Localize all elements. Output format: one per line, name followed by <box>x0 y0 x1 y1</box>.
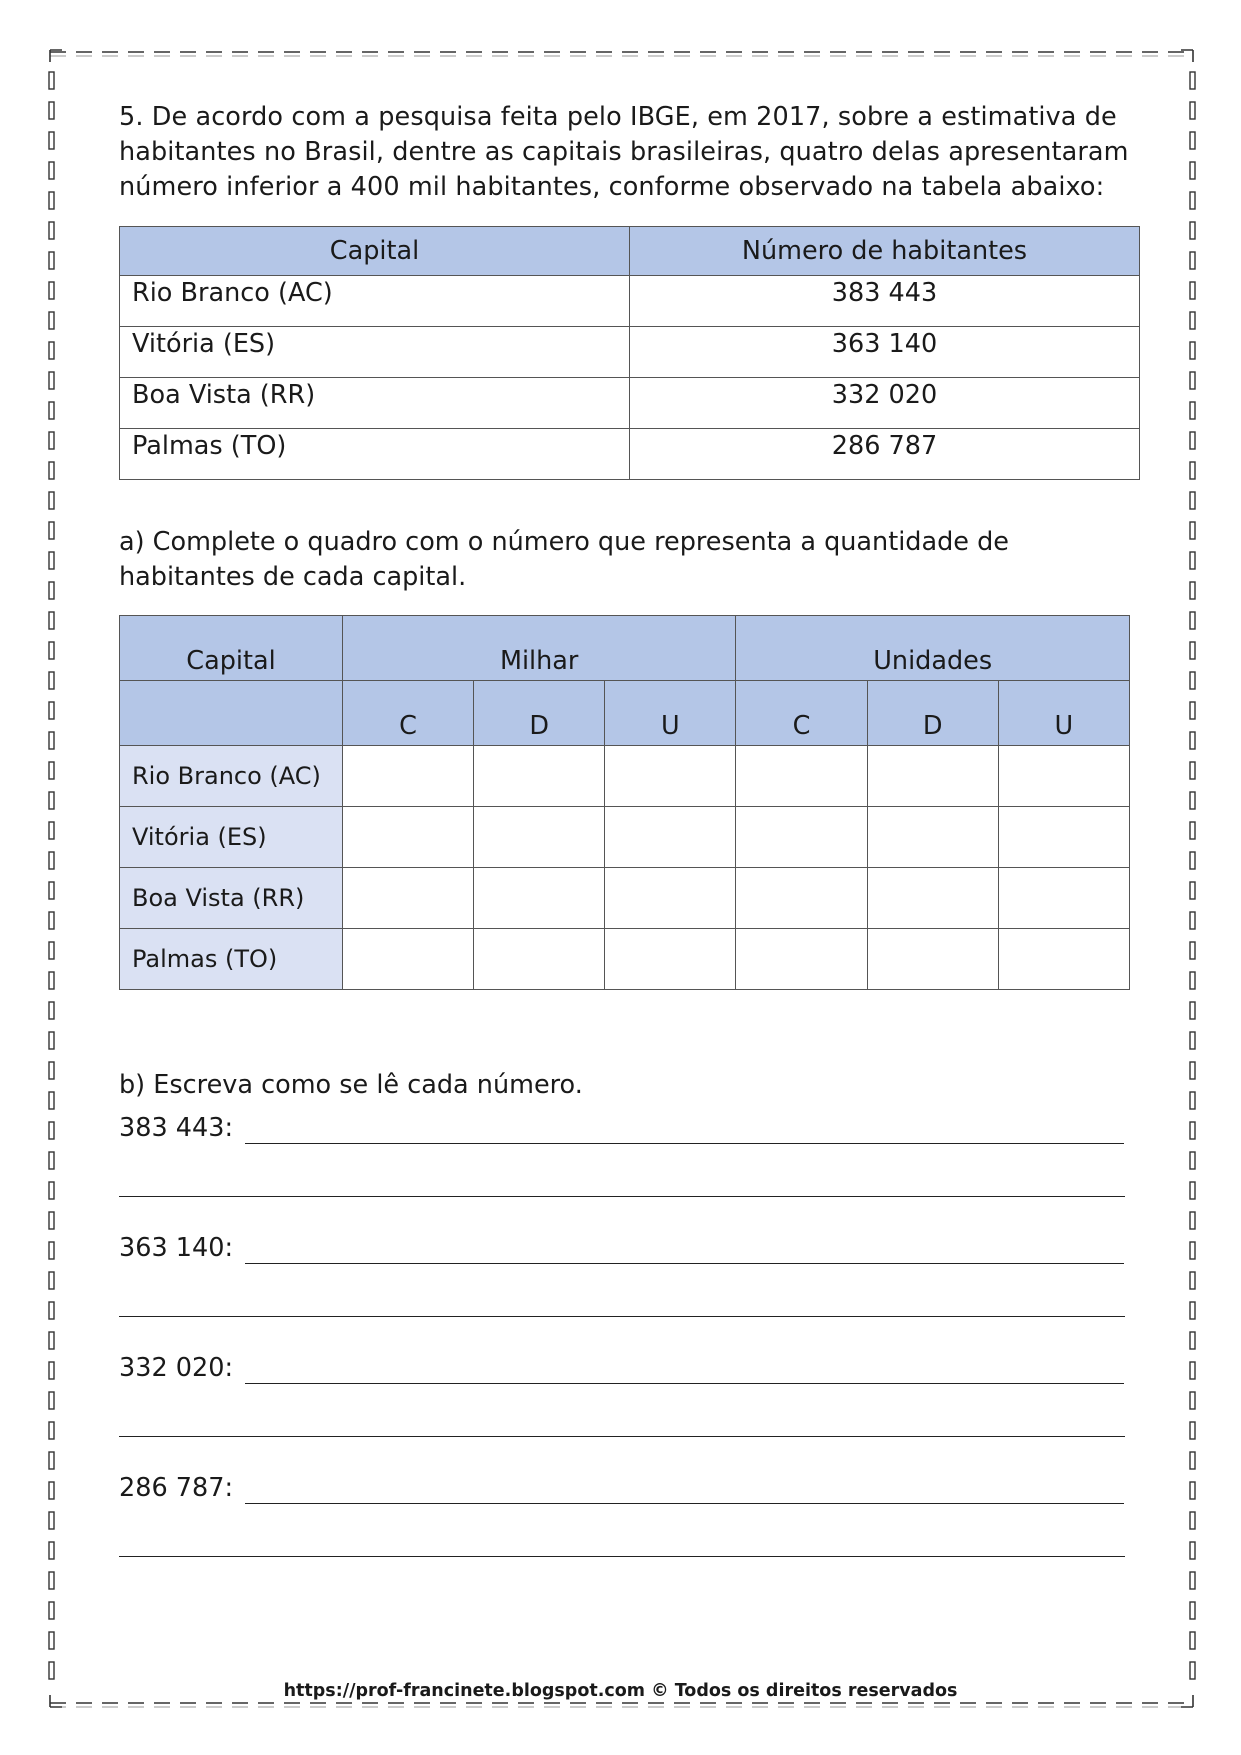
border-box <box>1190 1092 1195 1109</box>
border-box <box>1190 72 1195 89</box>
header-unidades: Unidades <box>736 616 1130 681</box>
subheader-c: C <box>736 681 867 746</box>
border-box <box>49 1152 54 1169</box>
border-box <box>49 1572 54 1589</box>
number-label: 332 020: <box>119 1353 234 1383</box>
border-box <box>49 1662 54 1679</box>
row-capital: Vitória (ES) <box>120 807 343 868</box>
border-box <box>1190 1002 1195 1019</box>
border-box <box>49 372 54 389</box>
border-box <box>49 1032 54 1049</box>
header-capital: Capital <box>120 227 630 276</box>
border-box <box>1190 102 1195 119</box>
border-box <box>49 162 54 179</box>
row-habitantes: 332 020 <box>630 378 1140 429</box>
row-habitantes: 363 140 <box>630 327 1140 378</box>
row-capital: Vitória (ES) <box>120 327 630 378</box>
border-box <box>49 1362 54 1379</box>
border-box <box>49 642 54 659</box>
answer-cell[interactable] <box>998 868 1129 929</box>
question-block <box>119 100 1139 205</box>
border-box <box>1190 1512 1195 1529</box>
number-label: 383 443: <box>119 1113 234 1143</box>
subheader-u: U <box>605 681 736 746</box>
answer-cell[interactable] <box>605 929 736 990</box>
border-box <box>1190 552 1195 569</box>
row-capital: Rio Branco (AC) <box>120 276 630 327</box>
border-box <box>49 1482 54 1499</box>
border-box <box>1190 522 1195 539</box>
answer-line[interactable] <box>245 1143 1124 1144</box>
border-box <box>1190 1422 1195 1439</box>
answer-cell[interactable] <box>998 929 1129 990</box>
answer-cell[interactable] <box>867 929 998 990</box>
border-box <box>49 1242 54 1259</box>
border-box <box>49 1182 54 1199</box>
border-box <box>1190 1332 1195 1349</box>
border-box <box>49 252 54 269</box>
border-box <box>1190 1152 1195 1169</box>
border-box <box>1190 1212 1195 1229</box>
border-box <box>1190 1662 1195 1679</box>
border-box <box>1190 1122 1195 1139</box>
answer-cell[interactable] <box>736 807 867 868</box>
answer-cell[interactable] <box>474 746 605 807</box>
border-box <box>1190 942 1195 959</box>
row-capital: Boa Vista (RR) <box>120 378 630 429</box>
border-box <box>1190 822 1195 839</box>
answer-line[interactable] <box>245 1503 1124 1504</box>
border-box <box>1190 1392 1195 1409</box>
border-box <box>1190 1032 1195 1049</box>
answer-cell[interactable] <box>736 746 867 807</box>
subheader-empty <box>120 681 343 746</box>
answer-cell[interactable] <box>342 746 473 807</box>
border-box <box>1190 642 1195 659</box>
number-label: 363 140: <box>119 1233 234 1263</box>
answer-line[interactable] <box>245 1383 1124 1384</box>
subheader-c: C <box>342 681 473 746</box>
border-box <box>49 1542 54 1559</box>
border-box <box>1190 582 1195 599</box>
border-box <box>49 102 54 119</box>
border-box <box>1190 1632 1195 1649</box>
border-box <box>1190 612 1195 629</box>
border-box <box>1190 1062 1195 1079</box>
border-box <box>1190 162 1195 179</box>
border-box <box>1190 282 1195 299</box>
border-box <box>49 432 54 449</box>
border-box <box>49 1512 54 1529</box>
border-box <box>1190 762 1195 779</box>
border-box <box>49 972 54 989</box>
answer-line[interactable] <box>119 1316 1125 1317</box>
answer-cell[interactable] <box>342 807 473 868</box>
border-box <box>49 462 54 479</box>
border-box <box>49 672 54 689</box>
border-box <box>1190 462 1195 479</box>
answer-line[interactable] <box>119 1436 1125 1437</box>
border-box <box>49 792 54 809</box>
row-capital: Palmas (TO) <box>120 929 343 990</box>
border-box <box>1190 1362 1195 1379</box>
row-capital: Palmas (TO) <box>120 429 630 480</box>
answer-cell[interactable] <box>998 807 1129 868</box>
border-box <box>1190 342 1195 359</box>
border-box <box>1190 732 1195 749</box>
place-value-subheader-row <box>120 681 1130 746</box>
row-habitantes: 286 787 <box>630 429 1140 480</box>
answer-cell[interactable] <box>736 868 867 929</box>
border-box <box>49 882 54 899</box>
place-value-table <box>119 615 1130 990</box>
border-box <box>1190 1482 1195 1499</box>
border-box <box>49 912 54 929</box>
border-box <box>49 1302 54 1319</box>
border-box <box>49 72 54 89</box>
border-box <box>1190 252 1195 269</box>
border-box <box>49 852 54 869</box>
header-capital: Capital <box>120 616 343 681</box>
footer-copyright: https://prof-francinete.blogspot.com © Todos os direitos reservados <box>283 1681 958 1701</box>
subheader-d: D <box>474 681 605 746</box>
answer-cell[interactable] <box>605 807 736 868</box>
border-box <box>1190 1272 1195 1289</box>
table-row <box>120 929 1130 990</box>
border-box <box>49 1272 54 1289</box>
border-box <box>1190 372 1195 389</box>
border-box <box>49 732 54 749</box>
answer-cell[interactable] <box>474 868 605 929</box>
question-intro: 5. De acordo com a pesquisa feita pelo IBGE, em 2017, sobre a estimativa de habitantes no Brasil, dentre as capitais brasileiras, quatro delas apresentaram número inferior a 400 mil habitantes, conforme observado na tabela abaixo: <box>119 102 1129 202</box>
row-capital: Rio Branco (AC) <box>120 746 343 807</box>
right-border-boxes <box>1190 72 1195 1679</box>
border-box <box>49 312 54 329</box>
border-box <box>49 1092 54 1109</box>
border-box <box>1190 1182 1195 1199</box>
border-box <box>49 522 54 539</box>
number-label: 286 787: <box>119 1473 234 1503</box>
answer-cell[interactable] <box>605 868 736 929</box>
place-value-header-row <box>120 616 1130 681</box>
border-box <box>49 612 54 629</box>
border-box <box>49 582 54 599</box>
border-box <box>49 342 54 359</box>
border-box <box>1190 432 1195 449</box>
border-box <box>49 702 54 719</box>
border-box <box>49 1062 54 1079</box>
border-box <box>49 222 54 239</box>
border-box <box>49 1452 54 1469</box>
table-row <box>120 429 1140 480</box>
border-box <box>1190 492 1195 509</box>
answer-cell[interactable] <box>474 807 605 868</box>
border-box <box>1190 132 1195 149</box>
header-habitantes: Número de habitantes <box>630 227 1140 276</box>
border-box <box>49 282 54 299</box>
border-box <box>1190 1242 1195 1259</box>
border-box <box>1190 882 1195 899</box>
header-milhar: Milhar <box>342 616 735 681</box>
answer-cell[interactable] <box>605 746 736 807</box>
answer-cell[interactable] <box>474 929 605 990</box>
border-box <box>49 942 54 959</box>
border-box <box>49 192 54 209</box>
border-box <box>1190 972 1195 989</box>
border-box <box>1190 852 1195 869</box>
border-box <box>49 1122 54 1139</box>
border-box <box>49 492 54 509</box>
border-box <box>49 822 54 839</box>
left-border-boxes <box>49 72 54 1679</box>
row-capital: Boa Vista (RR) <box>120 868 343 929</box>
answer-cell[interactable] <box>867 868 998 929</box>
table-row <box>120 327 1140 378</box>
border-box <box>49 1212 54 1229</box>
border-box <box>1190 1542 1195 1559</box>
answer-cell[interactable] <box>998 746 1129 807</box>
table-row <box>120 378 1140 429</box>
table-row <box>120 276 1140 327</box>
border-box <box>1190 402 1195 419</box>
border-box <box>1190 1452 1195 1469</box>
table-row <box>120 746 1130 807</box>
answer-cell[interactable] <box>342 929 473 990</box>
row-habitantes: 383 443 <box>630 276 1140 327</box>
answer-cell[interactable] <box>736 929 867 990</box>
border-box <box>49 1392 54 1409</box>
answer-cell[interactable] <box>867 807 998 868</box>
table-row <box>120 868 1130 929</box>
border-box <box>49 762 54 779</box>
border-box <box>1190 1302 1195 1319</box>
border-box <box>1190 1602 1195 1619</box>
part-a-instruction: a) Complete o quadro com o número que representa a quantidade de habitantes de cada capital. <box>119 527 1009 592</box>
border-box <box>1190 672 1195 689</box>
border-box <box>49 1602 54 1619</box>
border-box <box>1190 312 1195 329</box>
answer-line[interactable] <box>119 1196 1125 1197</box>
border-box <box>49 1332 54 1349</box>
answer-cell[interactable] <box>867 746 998 807</box>
subheader-d: D <box>867 681 998 746</box>
border-box <box>49 1002 54 1019</box>
border-box <box>49 1632 54 1649</box>
border-box <box>1190 222 1195 239</box>
population-table <box>119 226 1140 480</box>
border-box <box>49 1422 54 1439</box>
border-box <box>1190 912 1195 929</box>
table-header-row <box>120 227 1140 276</box>
border-box <box>49 132 54 149</box>
border-box <box>49 402 54 419</box>
part-b-instruction: b) Escreva como se lê cada número. <box>119 1070 583 1100</box>
border-box <box>1190 1572 1195 1589</box>
border-box <box>49 552 54 569</box>
border-box <box>1190 702 1195 719</box>
answer-line[interactable] <box>119 1556 1125 1557</box>
border-box <box>1190 792 1195 809</box>
answer-line[interactable] <box>245 1263 1124 1264</box>
table-row <box>120 807 1130 868</box>
subheader-u: U <box>998 681 1129 746</box>
border-box <box>1190 192 1195 209</box>
answer-cell[interactable] <box>342 868 473 929</box>
